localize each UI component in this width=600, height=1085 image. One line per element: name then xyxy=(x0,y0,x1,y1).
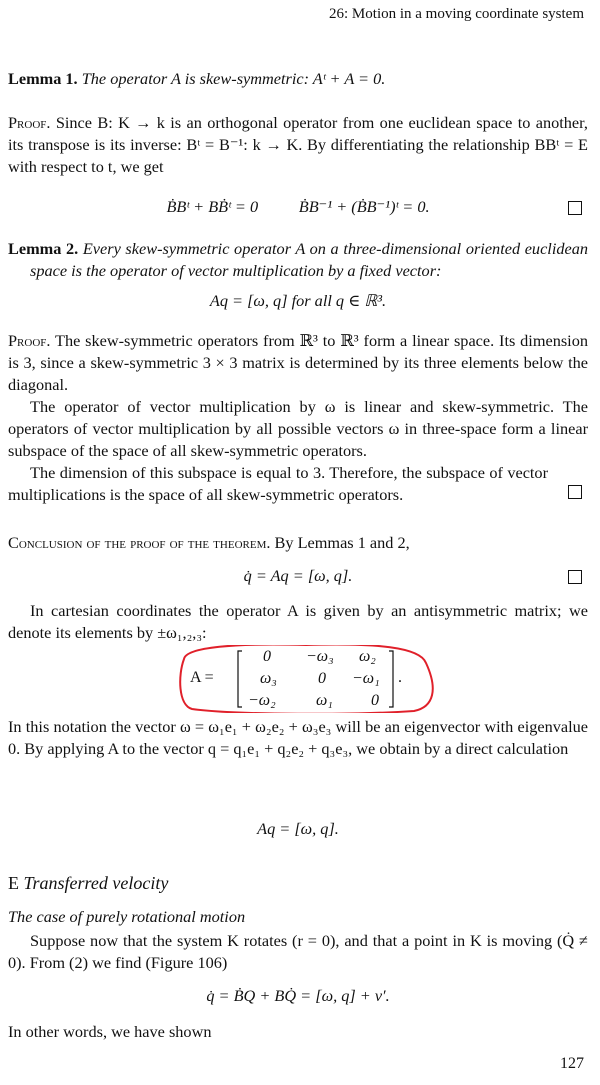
cartesian-text: In cartesian coordinates the operator A is given by an antisymmetric matrix; we denote its elements by ±ω₁,₂,₃: xyxy=(8,601,588,642)
section-closing: In other words, we have shown xyxy=(8,1022,212,1041)
matrix-cell: ω₂ xyxy=(359,648,376,665)
section-heading xyxy=(8,872,588,894)
matrix-lhs: A = xyxy=(190,669,214,686)
conclusion-label: Conclusion of the proof of the theorem. xyxy=(8,533,271,552)
conclusion-formula: q̇ = Aq = [ω, q]. xyxy=(243,566,353,585)
qed-symbol xyxy=(568,485,582,499)
qed-symbol xyxy=(568,570,582,584)
matrix-equation xyxy=(176,645,438,713)
conclusion xyxy=(8,532,588,554)
matrix-cell: ω₁ xyxy=(316,692,333,709)
page-number: 127 xyxy=(560,1055,584,1072)
matrix-cell: 0 xyxy=(263,648,271,665)
section-formula: q̇ = ḂQ + BQ̇ = [ω, q] + v′. xyxy=(206,986,390,1005)
section-letter: E xyxy=(8,873,19,893)
proof-2-p1 xyxy=(8,330,588,396)
matrix-period: . xyxy=(398,669,402,686)
matrix-cell: 0 xyxy=(371,692,379,709)
lemma-1 xyxy=(8,68,588,90)
book-page xyxy=(8,0,588,1085)
proof-2-p3: The dimension of this subspace is equal to 3. Therefore, the subspace of vector multiplications is the space of all skew-symmetric operators. xyxy=(8,463,548,504)
matrix-left-bracket xyxy=(238,651,242,707)
proof-1-formula: ḂBᵗ + BḂᵗ = 0 ḂB⁻¹ + (ḂB⁻¹)ᵗ = 0. xyxy=(166,197,430,216)
proof-1-label: Proof. xyxy=(8,113,51,132)
conclusion-text: By Lemmas 1 and 2, xyxy=(274,533,410,552)
section-title: Transferred velocity xyxy=(23,873,169,893)
matrix-right-bracket xyxy=(389,651,393,707)
matrix-cell: −ω₁ xyxy=(352,670,380,687)
lemma-2-formula: Aq = [ω, q] for all q ∈ ℝ³. xyxy=(209,291,387,310)
proof-2-p2: The operator of vector multiplication by ω is linear and skew-symmetric. The operators of vector multiplication by all possible vectors ω in three-space form a linear subspace of the space of all skew-symmetric operators. xyxy=(8,397,588,460)
section-subheading: The case of purely rotational motion xyxy=(8,907,246,926)
lemma-1-label: Lemma 1. xyxy=(8,69,78,88)
lemma-2 xyxy=(8,238,588,282)
lemma-2-statement: Every skew-symmetric operator A on a three-dimensional oriented euclidean space is the operator of vector multiplication by a fixed vector: xyxy=(30,239,588,280)
qed-symbol xyxy=(568,201,582,215)
section-text: Suppose now that the system K rotates (r = 0), and that a point in K is moving (Q̇ ≠ 0). From (2) we find (Figure 106) xyxy=(8,931,588,972)
running-head: 26: Motion in a moving coordinate system xyxy=(329,6,584,22)
notation-text: In this notation the vector ω = ω₁e₁ + ω₂e₂ + ω₃e₃ will be an eigenvector with eigenvalue 0. By applying A to the vector q = q₁e₁ + q₂e₂ + q₃e₃, we obtain by a direct calculation xyxy=(8,717,588,758)
matrix-cell: 0 xyxy=(318,670,326,687)
matrix-cell: −ω₂ xyxy=(248,692,276,709)
matrix-cell: −ω₃ xyxy=(306,648,334,665)
proof-1 xyxy=(8,112,588,178)
proof-2-p1-text: The skew-symmetric operators from ℝ³ to ℝ³ form a linear space. Its dimension is 3, since a skew-symmetric 3 × 3 matrix is determined by its three elements below the diagonal. xyxy=(8,331,588,394)
lemma-2-label: Lemma 2. xyxy=(8,239,79,258)
notation-formula: Aq = [ω, q]. xyxy=(257,819,339,838)
proof-2-label: Proof. xyxy=(8,331,51,350)
proof-1-text: Since B: K → k is an orthogonal operator from one euclidean space to another, its transpose is its inverse: Bᵗ = B⁻¹: k → K. By differentiating the relationship BBᵗ = E with respect to t, we get xyxy=(8,113,588,176)
lemma-1-statement: The operator A is skew-symmetric: Aᵗ + A = 0. xyxy=(81,69,386,88)
matrix-cell: ω₃ xyxy=(260,670,277,687)
